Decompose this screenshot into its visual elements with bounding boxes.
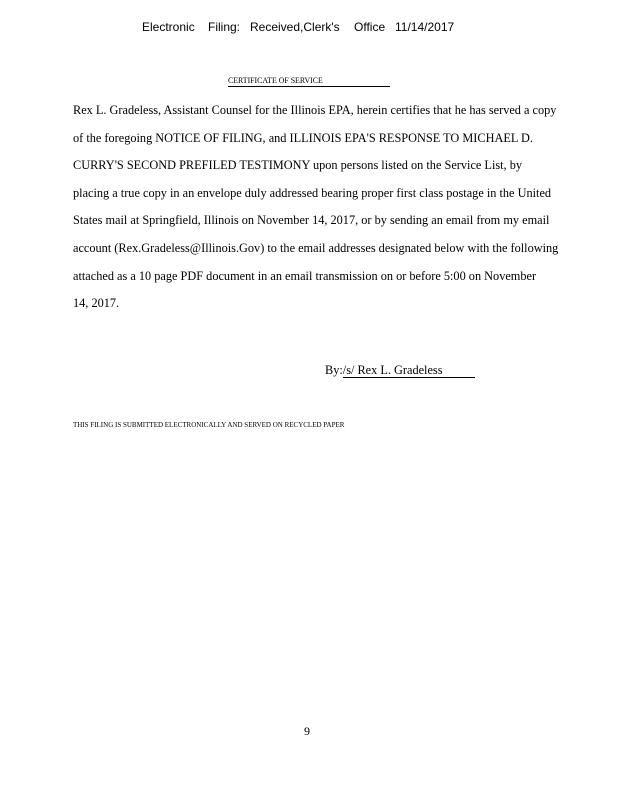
certificate-line-3: CURRY'S SECOND PREFILED TESTIMONY upon persons listed on the Service List, by [73, 158, 523, 173]
signature-label: By: [325, 363, 343, 377]
signature-name: /s/ Rex L. Gradeless [343, 363, 475, 378]
page-number: 9 [304, 724, 310, 738]
certificate-line-7: attached as a 10 page PDF document in an email transmission on or before 5:00 on November [73, 268, 537, 283]
header-date: 11/14/2017 [395, 20, 455, 34]
electronic-filing-header [142, 20, 454, 34]
header-received: Received,Clerk's [250, 20, 340, 34]
certificate-line-4: placing a true copy in an envelope duly addressed bearing proper first class postage in the United [73, 185, 552, 200]
certificate-line-1: Rex L. Gradeless, Assistant Counsel for the Illinois EPA, herein certifies that he has served a copy [73, 103, 557, 117]
certificate-line-6: account (Rex.Gradeless@Illinois.Gov) to the email addresses designated below with the following [73, 240, 559, 255]
signature-block [325, 363, 475, 378]
header-office: Office [354, 20, 386, 34]
certificate-line-8: 14, 2017. [73, 296, 120, 311]
certificate-title: CERTIFICATE OF SERVICE [228, 76, 390, 87]
header-filing: Filing: [208, 20, 241, 34]
certificate-line-2: of the foregoing NOTICE OF FILING, and ILLINOIS EPA'S RESPONSE TO MICHAEL D. [73, 130, 533, 145]
certificate-line-5: States mail at Springfield, Illinois on November 14, 2017, or by sending an email from my email [73, 213, 550, 228]
certificate-body [73, 97, 608, 318]
header-electronic: Electronic [142, 20, 195, 34]
recycled-paper-note: THIS FILING IS SUBMITTED ELECTRONICALLY AND SERVED ON RECYCLED PAPER [73, 421, 345, 429]
